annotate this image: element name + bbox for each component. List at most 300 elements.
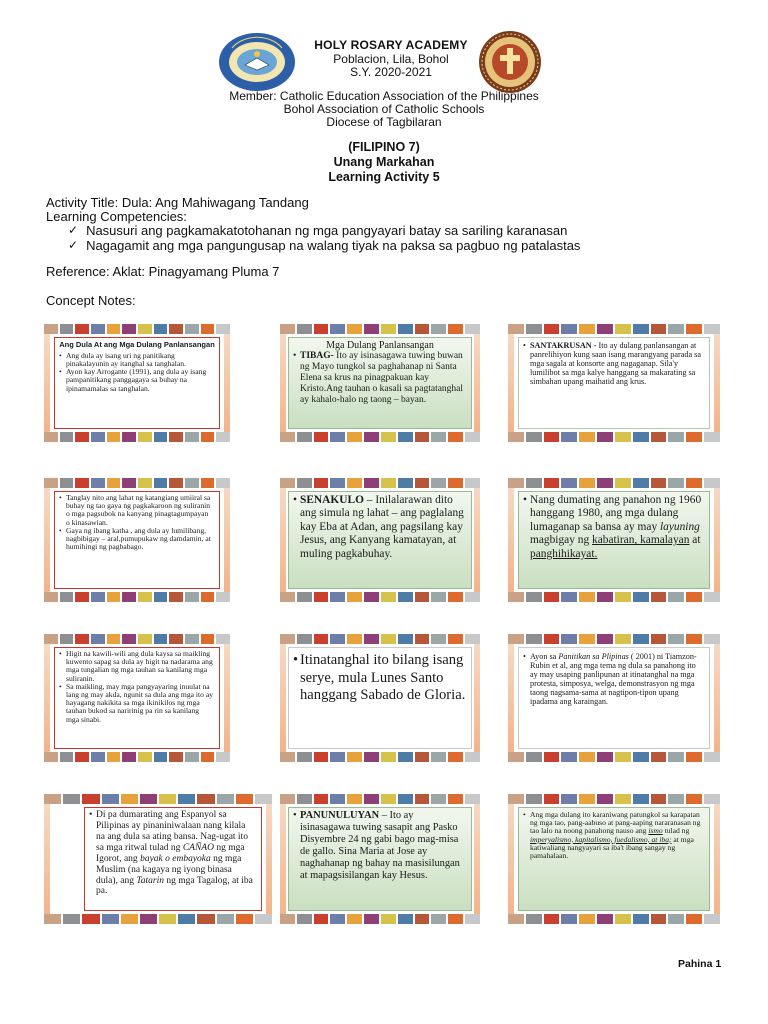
stripe-block	[544, 432, 560, 442]
stripe-block	[615, 634, 631, 644]
stripe-block	[138, 432, 152, 442]
stripe-block	[381, 634, 396, 644]
stripe-block	[314, 478, 329, 488]
slide-dula-intro	[44, 324, 230, 442]
stripe-block	[347, 914, 362, 924]
stripe-block	[159, 914, 176, 924]
stripe-block	[431, 752, 446, 762]
stripe-block	[526, 634, 542, 644]
stripe-block	[448, 478, 463, 488]
stripe-block	[201, 752, 215, 762]
subject-title: (FILIPINO 7)	[348, 140, 420, 154]
stripe-block	[236, 914, 253, 924]
stripe-block	[508, 324, 524, 334]
bullet: • Ayon sa Panitikan sa Plipinas ( 2001) ni Tiamzon- Rubin et al, ang mga tema ng dula sa panahong ito ay may usaping panlipunan at itinatanghal na mga protesta, simposya, welga, demonstrasyon ng mga taong nagsama-sama at nagtipon-tipon upang ipadama ang karaingan.	[522, 652, 704, 706]
stripe-block	[597, 324, 613, 334]
stripe-block	[60, 324, 74, 334]
stripe-block	[579, 478, 595, 488]
stripe-block	[297, 752, 312, 762]
stripe-block	[44, 592, 58, 602]
stripe-block	[508, 752, 524, 762]
slide-serye	[280, 634, 480, 762]
stripe-block	[415, 432, 430, 442]
stripe-block	[169, 634, 183, 644]
stripe-top	[280, 634, 480, 644]
stripe-block	[381, 592, 396, 602]
stripe-block	[704, 592, 720, 602]
stripe-block	[255, 794, 272, 804]
bullet: • Sa maikling, may mga pangyayaring inuulat na lang ng may akda, ngunit sa dula ang mga ito ay hayagang nakikita sa mga ikinikilos ng mga tauhan bukod sa naririnig pa rin sa kanilang mga sinabi.	[58, 683, 214, 724]
stripe-bottom	[508, 432, 720, 442]
stripe-block	[280, 794, 295, 804]
stripe-block	[330, 324, 345, 334]
stripe-block	[154, 592, 168, 602]
stripe-block	[398, 794, 413, 804]
stripe-block	[364, 634, 379, 644]
stripe-block	[651, 634, 667, 644]
stripe-block	[280, 478, 295, 488]
stripe-block	[633, 634, 649, 644]
stripe-block	[297, 592, 312, 602]
slide-content	[54, 647, 220, 749]
bullet: • Higit na kawili-wili ang dula kaysa sa maikling kuwento sapag sa dula ay higit na nadarama ang mga tungalian ng mga tauhan sa kanilang mga suliranin.	[58, 650, 214, 683]
stripe-block	[122, 478, 136, 488]
stripe-block	[415, 324, 430, 334]
stripe-block	[526, 324, 542, 334]
stripe-block	[121, 914, 138, 924]
slide-santakrusan	[508, 324, 720, 442]
slide-content	[288, 491, 472, 589]
membership-line-3: Diocese of Tagbilaran	[326, 115, 442, 129]
stripe-block	[138, 752, 152, 762]
stripe-block	[704, 914, 720, 924]
bullet: • Gaya ng ibang katha , ang dula ay lumilibang, nagbibigay – aral,pumupukaw ng damdamin, at humihingi ng pagbabago.	[58, 527, 214, 552]
stripe-block	[544, 794, 560, 804]
stripe-block	[597, 432, 613, 442]
stripe-block	[347, 592, 362, 602]
competency-item	[68, 238, 580, 253]
slide-1960-1980	[508, 478, 720, 602]
school-name: HOLY ROSARY ACADEMY	[314, 38, 468, 52]
stripe-block	[102, 914, 119, 924]
stripe-block	[544, 752, 560, 762]
stripe-block	[122, 432, 136, 442]
stripe-block	[216, 752, 230, 762]
stripe-block	[465, 478, 480, 488]
stripe-block	[280, 592, 295, 602]
stripe-block	[185, 592, 199, 602]
slide-senakulo	[280, 478, 480, 602]
slide-heading: Mga Dulang Panlansangan	[326, 340, 434, 351]
bullet: • SANTAKRUSAN - Ito ay dulang panlansangan at panrelihiyon kung saan isang marangyang parada sa mga sagala at konsorte ang nagaganap. Sila'y lumilibot sa mga kalye hanggang sa makarating sa simbahan upang maihatid ang krus.	[522, 341, 704, 386]
stripe-block	[431, 432, 446, 442]
slide-panitikan	[508, 634, 720, 762]
stripe-block	[615, 432, 631, 442]
school-address: Poblacion, Lila, Bohol	[333, 52, 449, 66]
stripe-block	[364, 324, 379, 334]
stripe-block	[465, 634, 480, 644]
bullet: • Nang dumating ang panahon ng 1960 hanggang 1980, ang mga dulang lumaganap sa bansa ay may layuning magbigay ng kabatiran, kamalayan at panghihikayat.	[522, 494, 704, 561]
stripe-bottom	[280, 752, 480, 762]
stripe-block	[44, 914, 61, 924]
stripe-block	[201, 478, 215, 488]
stripe-block	[381, 752, 396, 762]
stripe-block	[561, 794, 577, 804]
stripe-block	[668, 634, 684, 644]
stripe-block	[280, 634, 295, 644]
stripe-block	[60, 592, 74, 602]
stripe-block	[668, 752, 684, 762]
stripe-block	[216, 324, 230, 334]
stripe-bottom	[44, 752, 230, 762]
stripe-block	[704, 752, 720, 762]
stripe-block	[330, 478, 345, 488]
quarter-title: Unang Markahan	[333, 155, 435, 169]
stripe-block	[107, 592, 121, 602]
stripe-block	[185, 752, 199, 762]
stripe-block	[91, 634, 105, 644]
slide-content	[518, 807, 710, 911]
stripe-block	[75, 324, 89, 334]
stripe-block	[561, 634, 577, 644]
slide-content	[288, 807, 472, 911]
stripe-block	[465, 432, 480, 442]
stripe-block	[216, 432, 230, 442]
stripe-block	[122, 752, 136, 762]
competency-text: Nagagamit ang mga pangungusap na walang tiyak na paksa sa pagbuo ng patalastas	[86, 238, 581, 253]
stripe-block	[465, 914, 480, 924]
stripe-block	[544, 914, 560, 924]
stripe-block	[686, 478, 702, 488]
stripe-block	[561, 914, 577, 924]
stripe-block	[330, 432, 345, 442]
stripe-block	[415, 914, 430, 924]
slide-content	[518, 337, 710, 429]
stripe-block	[686, 752, 702, 762]
stripe-block	[159, 794, 176, 804]
stripe-block	[526, 914, 542, 924]
stripe-block	[398, 634, 413, 644]
stripe-block	[364, 752, 379, 762]
stripe-block	[330, 592, 345, 602]
stripe-block	[668, 324, 684, 334]
stripe-block	[107, 478, 121, 488]
stripe-block	[280, 432, 295, 442]
bullet: • Tanglay nito ang lahat ng katangiang umiiral sa buhay ng tao gaya ng pagkakaroon ng suliranin o mga pagsubok na kanyang pinagtagumpayan o kinasawian.	[58, 494, 214, 527]
stripe-bottom	[280, 592, 480, 602]
stripe-block	[75, 752, 89, 762]
stripe-block	[121, 794, 138, 804]
stripe-block	[75, 478, 89, 488]
stripe-block	[448, 634, 463, 644]
stripe-block	[91, 432, 105, 442]
stripe-block	[60, 478, 74, 488]
stripe-block	[686, 432, 702, 442]
stripe-block	[704, 794, 720, 804]
stripe-block	[185, 634, 199, 644]
stripe-block	[448, 794, 463, 804]
stripe-block	[154, 478, 168, 488]
stripe-block	[633, 914, 649, 924]
stripe-block	[107, 634, 121, 644]
stripe-block	[297, 794, 312, 804]
stripe-block	[280, 324, 295, 334]
stripe-block	[364, 478, 379, 488]
stripe-block	[668, 478, 684, 488]
stripe-block	[330, 914, 345, 924]
stripe-block	[704, 634, 720, 644]
stripe-top	[44, 634, 230, 644]
stripe-block	[216, 592, 230, 602]
stripe-top	[44, 324, 230, 334]
stripe-block	[140, 914, 157, 924]
stripe-block	[297, 914, 312, 924]
stripe-block	[508, 634, 524, 644]
stripe-block	[60, 634, 74, 644]
bullet: • TIBAG- Ito ay isinasagawa tuwing buwan ng Mayo tungkol sa paghahanap ni Santa Elena sa krus na pinagpakuan kay Kristo.Ang tauhan o kasali sa pagtatanghal ay kahalo-halo ng taong – bayan.	[292, 351, 466, 406]
stripe-block	[330, 794, 345, 804]
stripe-block	[415, 592, 430, 602]
stripe-block	[668, 794, 684, 804]
stripe-block	[201, 634, 215, 644]
competency-item	[68, 223, 567, 238]
stripe-block	[364, 592, 379, 602]
stripe-block	[154, 432, 168, 442]
stripe-block	[44, 752, 58, 762]
stripe-block	[633, 752, 649, 762]
bullet: • Di pa dumarating ang Espanyol sa Pilipinas ay pinaniniwalaan nang kilala na ang dula sa ating bansa. Nag-ugat ito sa mga ritwal tulad ng CAÑAO ng mga Igorot, ang bayak o embayoka ng mga Muslim (na kagaya ng iyong binasa dula), ang Tatarin ng mga Tagalog, at iba pa.	[88, 810, 256, 897]
stripe-block	[415, 794, 430, 804]
stripe-block	[704, 478, 720, 488]
slide-heading: Ang Dula At ang Mga Dulang Panlansangan	[59, 340, 215, 349]
stripe-block	[217, 794, 234, 804]
stripe-block	[169, 324, 183, 334]
stripe-block	[561, 592, 577, 602]
stripe-block	[597, 634, 613, 644]
page-number: Pahina 1	[678, 958, 722, 970]
competency-text: Nasusuri ang pagkamakatotohanan ng mga pangyayari batay sa sariling karanasan	[86, 223, 568, 238]
stripe-block	[579, 794, 595, 804]
stripe-block	[364, 914, 379, 924]
stripe-block	[63, 914, 80, 924]
stripe-block	[178, 794, 195, 804]
stripe-block	[615, 324, 631, 334]
stripe-bottom	[280, 432, 480, 442]
stripe-block	[297, 478, 312, 488]
checkmark-icon: ✓	[68, 238, 79, 252]
stripe-block	[597, 794, 613, 804]
stripe-block	[597, 914, 613, 924]
stripe-block	[633, 478, 649, 488]
stripe-block	[169, 478, 183, 488]
stripe-block	[138, 592, 152, 602]
stripe-block	[169, 592, 183, 602]
stripe-block	[138, 478, 152, 488]
stripe-block	[297, 634, 312, 644]
slide-content	[518, 647, 710, 749]
stripe-block	[314, 324, 329, 334]
slide-espanyol	[44, 794, 272, 924]
stripe-block	[297, 324, 312, 334]
stripe-block	[508, 794, 524, 804]
stripe-block	[561, 478, 577, 488]
slide-content	[288, 337, 472, 429]
stripe-block	[668, 914, 684, 924]
stripe-block	[415, 752, 430, 762]
stripe-block	[544, 592, 560, 602]
stripe-top	[280, 478, 480, 488]
stripe-block	[651, 794, 667, 804]
stripe-block	[107, 324, 121, 334]
stripe-block	[255, 914, 272, 924]
stripe-block	[102, 794, 119, 804]
stripe-block	[431, 634, 446, 644]
bullet: • Ang mga dulang ito karaniwang patungkol sa karapatan ng mga tao, pang-aabuso at pang-aaping nararanasan ng tao lalo na noong panahong nauso ang ismo tulad ng imperyalismo, kapitalismo, fuedalismo, at iba; at mga katiwaliang nangyayari sa iba't ibang sangay ng pamahalaan.	[522, 811, 704, 860]
stripe-block	[526, 478, 542, 488]
stripe-block	[63, 794, 80, 804]
stripe-block	[615, 592, 631, 602]
stripe-block	[364, 794, 379, 804]
stripe-block	[122, 634, 136, 644]
stripe-block	[544, 634, 560, 644]
slide-content	[54, 491, 220, 589]
stripe-block	[526, 752, 542, 762]
stripe-block	[561, 432, 577, 442]
stripe-bottom	[280, 914, 480, 924]
stripe-block	[216, 478, 230, 488]
slide-content	[54, 337, 220, 429]
stripe-block	[579, 914, 595, 924]
stripe-top	[508, 634, 720, 644]
stripe-block	[597, 592, 613, 602]
stripe-block	[178, 914, 195, 924]
stripe-block	[448, 324, 463, 334]
stripe-block	[544, 478, 560, 488]
stripe-block	[508, 432, 524, 442]
stripe-block	[651, 478, 667, 488]
bullet: • PANUNULUYAN – Ito ay isinasagawa tuwing sasapit ang Pasko Disyembre 24 ng gabi bago mag-misa de gallo. Sina Maria at Jose ay naghahanap ng bahay na masisilungan at mapagsisilangan kay Hesus.	[292, 810, 466, 882]
stripe-block	[398, 752, 413, 762]
stripe-block	[561, 324, 577, 334]
stripe-block	[297, 432, 312, 442]
stripe-block	[668, 432, 684, 442]
school-year: S.Y. 2020-2021	[350, 65, 432, 79]
stripe-block	[544, 324, 560, 334]
stripe-block	[431, 914, 446, 924]
slide-karapatan	[508, 794, 720, 924]
stripe-block	[91, 478, 105, 488]
stripe-block	[633, 794, 649, 804]
stripe-bottom	[508, 752, 720, 762]
stripe-block	[381, 432, 396, 442]
stripe-block	[686, 634, 702, 644]
stripe-block	[347, 752, 362, 762]
stripe-block	[44, 634, 58, 644]
stripe-block	[236, 794, 253, 804]
stripe-block	[615, 794, 631, 804]
stripe-top	[44, 478, 230, 488]
slide-dula-katangian	[44, 478, 230, 602]
stripe-block	[185, 324, 199, 334]
stripe-block	[465, 752, 480, 762]
stripe-block	[398, 478, 413, 488]
stripe-bottom	[508, 914, 720, 924]
stripe-block	[398, 324, 413, 334]
stripe-block	[75, 432, 89, 442]
stripe-block	[107, 752, 121, 762]
stripe-block	[217, 914, 234, 924]
stripe-block	[415, 634, 430, 644]
stripe-block	[314, 592, 329, 602]
stripe-block	[197, 794, 214, 804]
stripe-block	[431, 592, 446, 602]
stripe-block	[381, 478, 396, 488]
stripe-block	[579, 324, 595, 334]
stripe-block	[169, 752, 183, 762]
stripe-block	[651, 914, 667, 924]
stripe-block	[381, 794, 396, 804]
stripe-block	[314, 634, 329, 644]
stripe-block	[75, 592, 89, 602]
stripe-block	[347, 634, 362, 644]
stripe-block	[201, 592, 215, 602]
stripe-block	[197, 914, 214, 924]
stripe-block	[154, 324, 168, 334]
stripe-block	[597, 752, 613, 762]
stripe-block	[138, 324, 152, 334]
stripe-block	[138, 634, 152, 644]
stripe-block	[431, 324, 446, 334]
stripe-block	[465, 794, 480, 804]
stripe-block	[448, 432, 463, 442]
stripe-block	[579, 634, 595, 644]
stripe-block	[201, 432, 215, 442]
stripe-block	[347, 324, 362, 334]
stripe-block	[448, 592, 463, 602]
stripe-block	[508, 592, 524, 602]
stripe-bottom	[44, 432, 230, 442]
stripe-block	[280, 752, 295, 762]
stripe-block	[398, 914, 413, 924]
slide-content	[518, 491, 710, 589]
stripe-block	[154, 634, 168, 644]
stripe-block	[82, 914, 99, 924]
stripe-block	[381, 324, 396, 334]
stripe-block	[154, 752, 168, 762]
stripe-block	[44, 324, 58, 334]
reference: Reference: Aklat: Pinagyamang Pluma 7	[46, 264, 280, 279]
stripe-block	[364, 432, 379, 442]
membership-line-1: Member: Catholic Education Association of the Philippines	[229, 89, 539, 103]
stripe-block	[704, 432, 720, 442]
stripe-top	[508, 478, 720, 488]
stripe-block	[60, 432, 74, 442]
stripe-block	[526, 432, 542, 442]
stripe-block	[44, 478, 58, 488]
membership-line-2: Bohol Association of Catholic Schools	[283, 102, 485, 116]
competencies-label: Learning Competencies:	[46, 209, 187, 224]
stripe-block	[140, 794, 157, 804]
stripe-block	[44, 432, 58, 442]
stripe-block	[347, 432, 362, 442]
stripe-block	[465, 324, 480, 334]
stripe-block	[381, 914, 396, 924]
stripe-block	[579, 752, 595, 762]
stripe-block	[75, 634, 89, 644]
stripe-block	[169, 432, 183, 442]
stripe-block	[597, 478, 613, 488]
stripe-top	[44, 794, 272, 804]
